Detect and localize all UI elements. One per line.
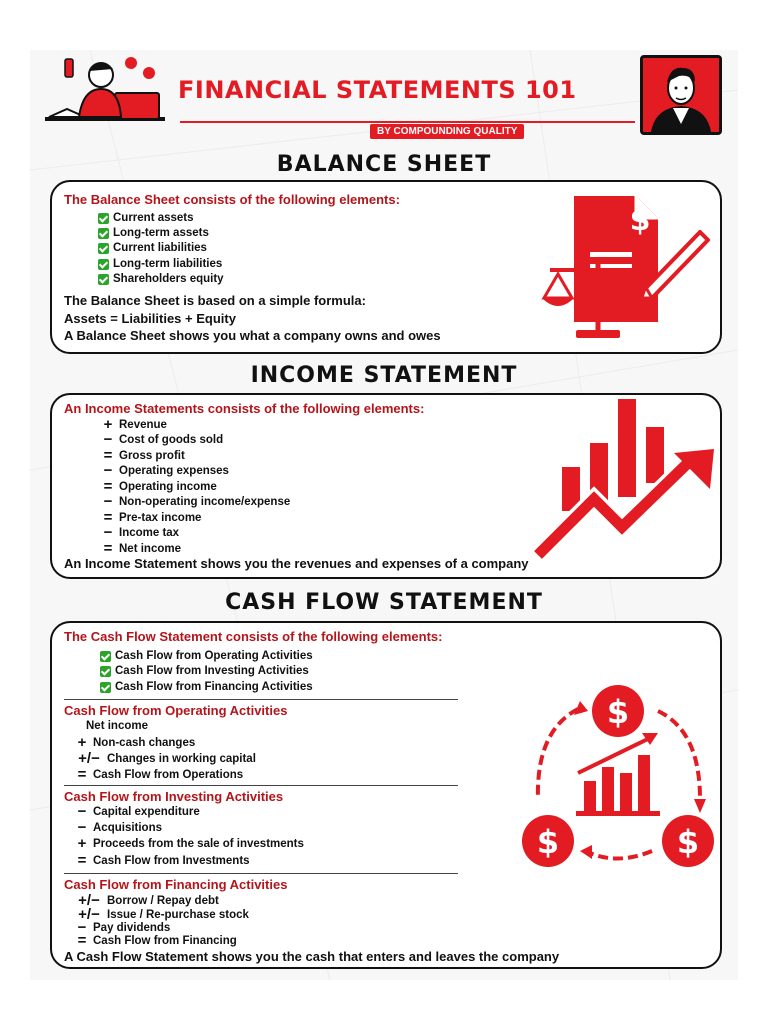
income-statement-intro: An Income Statements consists of the following elements:	[64, 401, 425, 416]
list-item: +/− Issue / Re-purchase stock	[78, 906, 249, 923]
author-badge: BY COMPOUNDING QUALITY	[370, 124, 524, 139]
list-item: = Cash Flow from Operations	[77, 766, 244, 783]
income-statement-summary: An Income Statement shows you the revenues and expenses of a company	[64, 556, 529, 571]
cash-flow-summary: A Cash Flow Statement shows you the cash that enters and leaves the company	[64, 949, 560, 964]
operating-heading: Cash Flow from Operating Activities	[64, 703, 288, 718]
balance-sheet-intro: The Balance Sheet consists of the following elements:	[64, 192, 400, 207]
checkmark-icon	[98, 243, 109, 254]
divider	[64, 785, 458, 786]
list-item: Cash Flow from Investing Activities	[100, 665, 309, 677]
checkmark-icon	[98, 228, 109, 239]
list-item: Shareholders equity	[98, 273, 224, 285]
page-title: FINANCIAL STATEMENTS 101	[178, 76, 577, 104]
divider	[64, 699, 458, 700]
list-item: = Operating income	[103, 478, 217, 495]
list-item: + Non-cash changes	[77, 734, 196, 751]
document-scale-pen-icon	[540, 192, 710, 347]
list-item: − Cost of goods sold	[103, 431, 224, 448]
list-item: Net income	[86, 720, 148, 732]
svg-text:$: $	[606, 693, 630, 731]
list-item: − Acquisitions	[77, 819, 163, 836]
list-item: − Capital expenditure	[77, 803, 200, 820]
list-item: Long-term liabilities	[98, 258, 222, 270]
checkmark-icon	[100, 666, 111, 677]
svg-text:$: $	[629, 203, 651, 238]
cash-cycle-icon	[518, 681, 718, 871]
checkmark-icon	[98, 259, 109, 270]
person-laptop-illustration	[45, 55, 165, 135]
author-portrait	[640, 55, 722, 135]
list-item: = Cash Flow from Investments	[77, 852, 250, 869]
list-item: − Operating expenses	[103, 462, 229, 479]
list-item: = Net income	[103, 540, 181, 557]
investing-heading: Cash Flow from Investing Activities	[64, 789, 284, 804]
cash-flow-card	[50, 621, 722, 969]
cash-flow-title: CASH FLOW STATEMENT	[225, 590, 543, 615]
list-item: − Pay dividends	[77, 919, 171, 936]
list-item: + Revenue	[103, 416, 167, 433]
list-item: = Pre-tax income	[103, 509, 202, 526]
growth-chart-icon	[532, 397, 717, 562]
svg-text:$: $	[676, 823, 700, 861]
balance-sheet-summary: A Balance Sheet shows you what a company owns and owes	[64, 328, 441, 343]
formula-intro: The Balance Sheet is based on a simple formula:	[64, 293, 366, 308]
list-item: Current assets	[98, 212, 194, 224]
list-item: +/− Changes in working capital	[78, 750, 256, 767]
list-item: − Income tax	[103, 524, 180, 541]
list-item: Cash Flow from Financing Activities	[100, 681, 313, 693]
checkmark-icon	[100, 682, 111, 693]
income-statement-card	[50, 393, 722, 579]
svg-text:$: $	[536, 823, 560, 861]
list-item: = Gross profit	[103, 447, 185, 464]
list-item: Current liabilities	[98, 242, 207, 254]
list-item: Cash Flow from Operating Activities	[100, 650, 313, 662]
balance-sheet-title: BALANCE SHEET	[276, 152, 492, 177]
income-statement-title: INCOME STATEMENT	[250, 363, 518, 388]
list-item: Long-term assets	[98, 227, 209, 239]
list-item: − Non-operating income/expense	[103, 493, 291, 510]
list-item: +/− Borrow / Repay debt	[78, 892, 219, 909]
checkmark-icon	[98, 274, 109, 285]
list-item: + Proceeds from the sale of investments	[77, 835, 304, 852]
list-item: = Cash Flow from Financing	[77, 932, 237, 949]
formula: Assets = Liabilities + Equity	[64, 311, 236, 326]
avatar	[643, 58, 719, 132]
cash-flow-intro: The Cash Flow Statement consists of the following elements:	[64, 629, 443, 644]
divider	[64, 873, 458, 874]
financing-heading: Cash Flow from Financing Activities	[64, 877, 288, 892]
checkmark-icon	[98, 213, 109, 224]
title-underline	[180, 121, 635, 123]
checkmark-icon	[100, 651, 111, 662]
balance-sheet-card	[50, 180, 722, 354]
